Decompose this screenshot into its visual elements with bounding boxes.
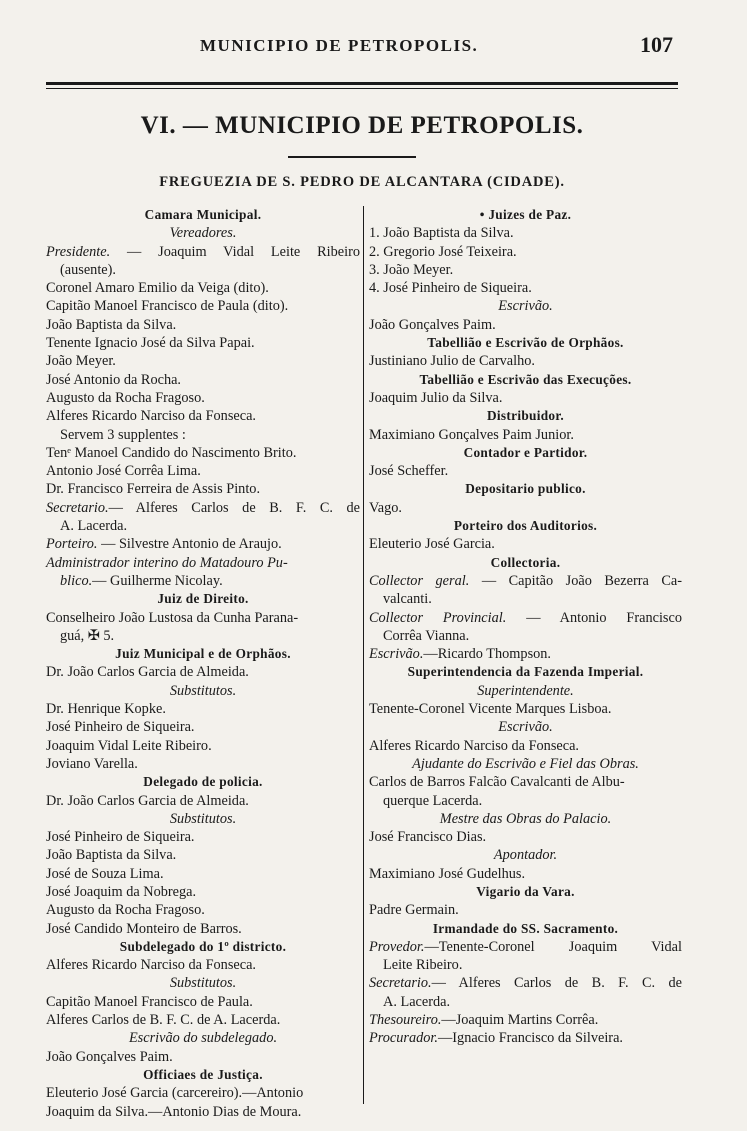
list-item: Dr. Henrique Kopke. xyxy=(46,701,166,718)
list-item xyxy=(369,1011,682,1029)
list-item-cont: valcanti. xyxy=(383,591,432,608)
subheading: Escrivão. xyxy=(498,719,553,736)
list-item: Carlos de Barros Falcão Cavalcanti de Albu- xyxy=(369,774,625,791)
section-heading: Depositario publico. xyxy=(465,481,586,497)
list-item xyxy=(369,1029,682,1047)
role-label: Presidente. xyxy=(46,243,111,260)
list-item: Tenente-Coronel Vicente Marques Lisboa. xyxy=(369,701,612,718)
list-item: Eleuterio José Garcia (carcereiro).—Antonio xyxy=(46,1085,304,1102)
list-item: Alferes Carlos de B. F. C. de A. Lacerda. xyxy=(46,1012,281,1029)
role-text: —Joaquim Martins Corrêa. xyxy=(441,1012,599,1029)
list-item xyxy=(46,535,360,553)
column-divider xyxy=(363,206,364,1104)
running-title: MUNICIPIO DE PETROPOLIS. xyxy=(200,36,479,55)
list-item: Joaquim da Silva.—Antonio Dias de Moura. xyxy=(46,1103,302,1120)
right-column xyxy=(369,206,682,1048)
subheading: Substitutos. xyxy=(169,682,237,699)
list-item: João Gonçalves Paim. xyxy=(46,1048,173,1065)
list-item: Alferes Ricardo Narciso da Fonseca. xyxy=(46,408,257,425)
section-heading: • Juizes de Paz. xyxy=(479,207,572,222)
section-heading: Superintendencia da Fazenda Imperial. xyxy=(407,664,644,680)
list-item xyxy=(369,572,682,590)
section-heading: Juiz Municipal e de Orphãos. xyxy=(115,646,291,662)
list-item: João Gonçalves Paim. xyxy=(369,316,496,333)
subheading: Escrivão. xyxy=(498,298,553,315)
list-item: Maximiano Gonçalves Paim Junior. xyxy=(369,426,574,443)
role-text: — Alferes Carlos de B. F. C. de xyxy=(431,975,682,992)
list-item: Dr. João Carlos Garcia de Almeida. xyxy=(46,664,249,681)
title-rule xyxy=(288,156,416,158)
list-item: Alferes Ricardo Narciso da Fonseca. xyxy=(46,957,257,974)
list-item: José Joaquim da Nobrega. xyxy=(46,883,197,900)
role-label: Secretario. xyxy=(369,975,432,992)
list-item: Dr. João Carlos Garcia de Almeida. xyxy=(46,792,249,809)
role-label: Collector geral. xyxy=(369,572,470,589)
list-item: Joaquim Julio da Silva. xyxy=(369,389,503,406)
list-item-cont: querque Lacerda. xyxy=(383,792,483,809)
list-item-cont: A. Lacerda. xyxy=(383,993,451,1010)
subheading: Vereadores. xyxy=(169,225,237,242)
list-item: José Francisco Dias. xyxy=(369,829,487,846)
list-item-cont: Leite Ribeiro. xyxy=(383,957,463,974)
role-label: Secretario. xyxy=(46,499,109,516)
list-item xyxy=(46,243,360,261)
list-item: 4. José Pinheiro de Siqueira. xyxy=(369,280,532,297)
role-text: — Antonio Francisco xyxy=(506,609,682,626)
list-item: Vago. xyxy=(369,499,402,516)
list-item-cont xyxy=(46,572,360,590)
list-item: José Scheffer. xyxy=(369,463,449,480)
list-item: Conselheiro João Lustosa da Cunha Parana- xyxy=(46,609,299,626)
list-note: Servem 3 supplentes : xyxy=(60,426,186,443)
list-item: Alferes Ricardo Narciso da Fonseca. xyxy=(369,737,580,754)
list-item: João Baptista da Silva. xyxy=(46,847,177,864)
page-number: 107 xyxy=(640,32,673,57)
section-heading: Vigario da Vara. xyxy=(476,883,575,899)
role-text: — Guilherme Nicolay. xyxy=(92,572,223,589)
subheading: Ajudante do Escrivão e Fiel das Obras. xyxy=(412,755,639,772)
list-item: Eleuterio José Garcia. xyxy=(369,536,495,553)
list-item: Tenᵉ Manoel Candido do Nascimento Brito. xyxy=(46,444,297,461)
role-text: — Capitão João Bezerra Ca- xyxy=(469,572,682,589)
role-text: — Silvestre Antonio de Araujo. xyxy=(97,536,282,553)
list-item xyxy=(369,974,682,992)
list-item: 2. Gregorio José Teixeira. xyxy=(369,243,517,260)
list-item: 3. João Meyer. xyxy=(369,261,454,278)
role-label: Procurador. xyxy=(369,1030,438,1047)
list-item: Maximiano José Gudelhus. xyxy=(369,865,526,882)
left-column xyxy=(46,206,360,1121)
list-item: Coronel Amaro Emilio da Veiga (dito). xyxy=(46,280,269,297)
section-heading: Tabellião e Escrivão de Orphãos. xyxy=(427,335,624,351)
role-label: Escrivão. xyxy=(369,646,424,663)
list-item: Justiniano Julio de Carvalho. xyxy=(369,353,535,370)
list-item: Joviano Varella. xyxy=(46,755,138,772)
section-heading: Irmandade do SS. Sacramento. xyxy=(432,920,619,936)
list-item xyxy=(46,499,360,517)
role-label: Thesoureiro. xyxy=(369,1012,442,1029)
list-item: José Antonio da Rocha. xyxy=(46,371,182,388)
list-item: Tenente Ignacio José da Silva Papai. xyxy=(46,335,255,352)
list-item: José Pinheiro de Siqueira. xyxy=(46,719,195,736)
parish-title: FREGUEZIA DE S. PEDRO DE ALCANTARA (CIDADE). xyxy=(159,174,565,190)
list-item: João Meyer. xyxy=(46,353,116,370)
section-heading: Delegado de policia. xyxy=(143,774,263,790)
section-heading: Contador e Partidor. xyxy=(463,444,588,460)
role-label: blico. xyxy=(60,572,93,589)
list-item: Dr. Francisco Ferreira de Assis Pinto. xyxy=(46,481,261,498)
list-item: José Candido Monteiro de Barros. xyxy=(46,920,242,937)
list-item: José de Souza Lima. xyxy=(46,865,164,882)
role-label: Collector Provincial. xyxy=(369,609,507,626)
role-text: —Ricardo Thompson. xyxy=(423,646,552,663)
list-item-cont: Corrêa Vianna. xyxy=(383,627,470,644)
subheading: Escrivão do subdelegado. xyxy=(128,1030,278,1047)
list-item: Augusto da Rocha Fragoso. xyxy=(46,902,205,919)
subheading: Mestre das Obras do Palacio. xyxy=(439,810,612,827)
list-item: Capitão Manoel Francisco de Paula (dito). xyxy=(46,298,289,315)
list-item: Augusto da Rocha Fragoso. xyxy=(46,389,205,406)
subheading: Apontador. xyxy=(493,847,558,864)
list-item: José Pinheiro de Siqueira. xyxy=(46,829,195,846)
role-text: — Alferes Carlos de B. F. C. de xyxy=(108,499,360,516)
chapter-title: VI. — MUNICIPIO DE PETROPOLIS. xyxy=(140,112,584,139)
section-heading: Camara Municipal. xyxy=(144,207,262,222)
list-item xyxy=(369,609,682,627)
list-item-cont: guá, ✠ 5. xyxy=(60,627,115,644)
role-label: Porteiro. xyxy=(46,536,98,553)
role-text: —Ignacio Francisco da Silveira. xyxy=(437,1030,623,1047)
section-heading: Collectoria. xyxy=(490,554,561,570)
subheading: Substitutos. xyxy=(169,810,237,827)
list-item xyxy=(369,645,682,663)
list-item: Capitão Manoel Francisco de Paula. xyxy=(46,993,253,1010)
role-label: Provedor. xyxy=(369,938,425,955)
list-item: Joaquim Vidal Leite Ribeiro. xyxy=(46,737,212,754)
section-heading: Distribuidor. xyxy=(487,408,564,424)
list-item-cont: A. Lacerda. xyxy=(60,518,128,535)
list-item: João Baptista da Silva. xyxy=(46,316,177,333)
list-item-cont: (ausente). xyxy=(60,261,116,278)
header-rule-thick xyxy=(46,82,678,85)
role-label: Administrador interino do Matadouro Pu- xyxy=(46,554,288,571)
role-text: —Tenente-Coronel Joaquim Vidal xyxy=(424,938,682,955)
list-item: Padre Germain. xyxy=(369,902,459,919)
section-heading: Porteiro dos Auditorios. xyxy=(453,518,598,534)
role-text: — Joaquim Vidal Leite Ribeiro xyxy=(110,243,360,260)
section-heading: Officiaes de Justiça. xyxy=(143,1066,263,1082)
subheading: Substitutos. xyxy=(169,975,237,992)
list-item xyxy=(369,938,682,956)
section-heading: Juiz de Direito. xyxy=(157,591,249,607)
subheading: Superintendente. xyxy=(477,682,574,699)
list-item: 1. João Baptista da Silva. xyxy=(369,225,514,242)
header-rule-thin xyxy=(46,88,678,89)
section-heading: Tabellião e Escrivão das Execuções. xyxy=(419,371,632,387)
list-item: Antonio José Corrêa Lima. xyxy=(46,463,201,480)
section-heading: Subdelegado do 1º districto. xyxy=(119,938,287,954)
